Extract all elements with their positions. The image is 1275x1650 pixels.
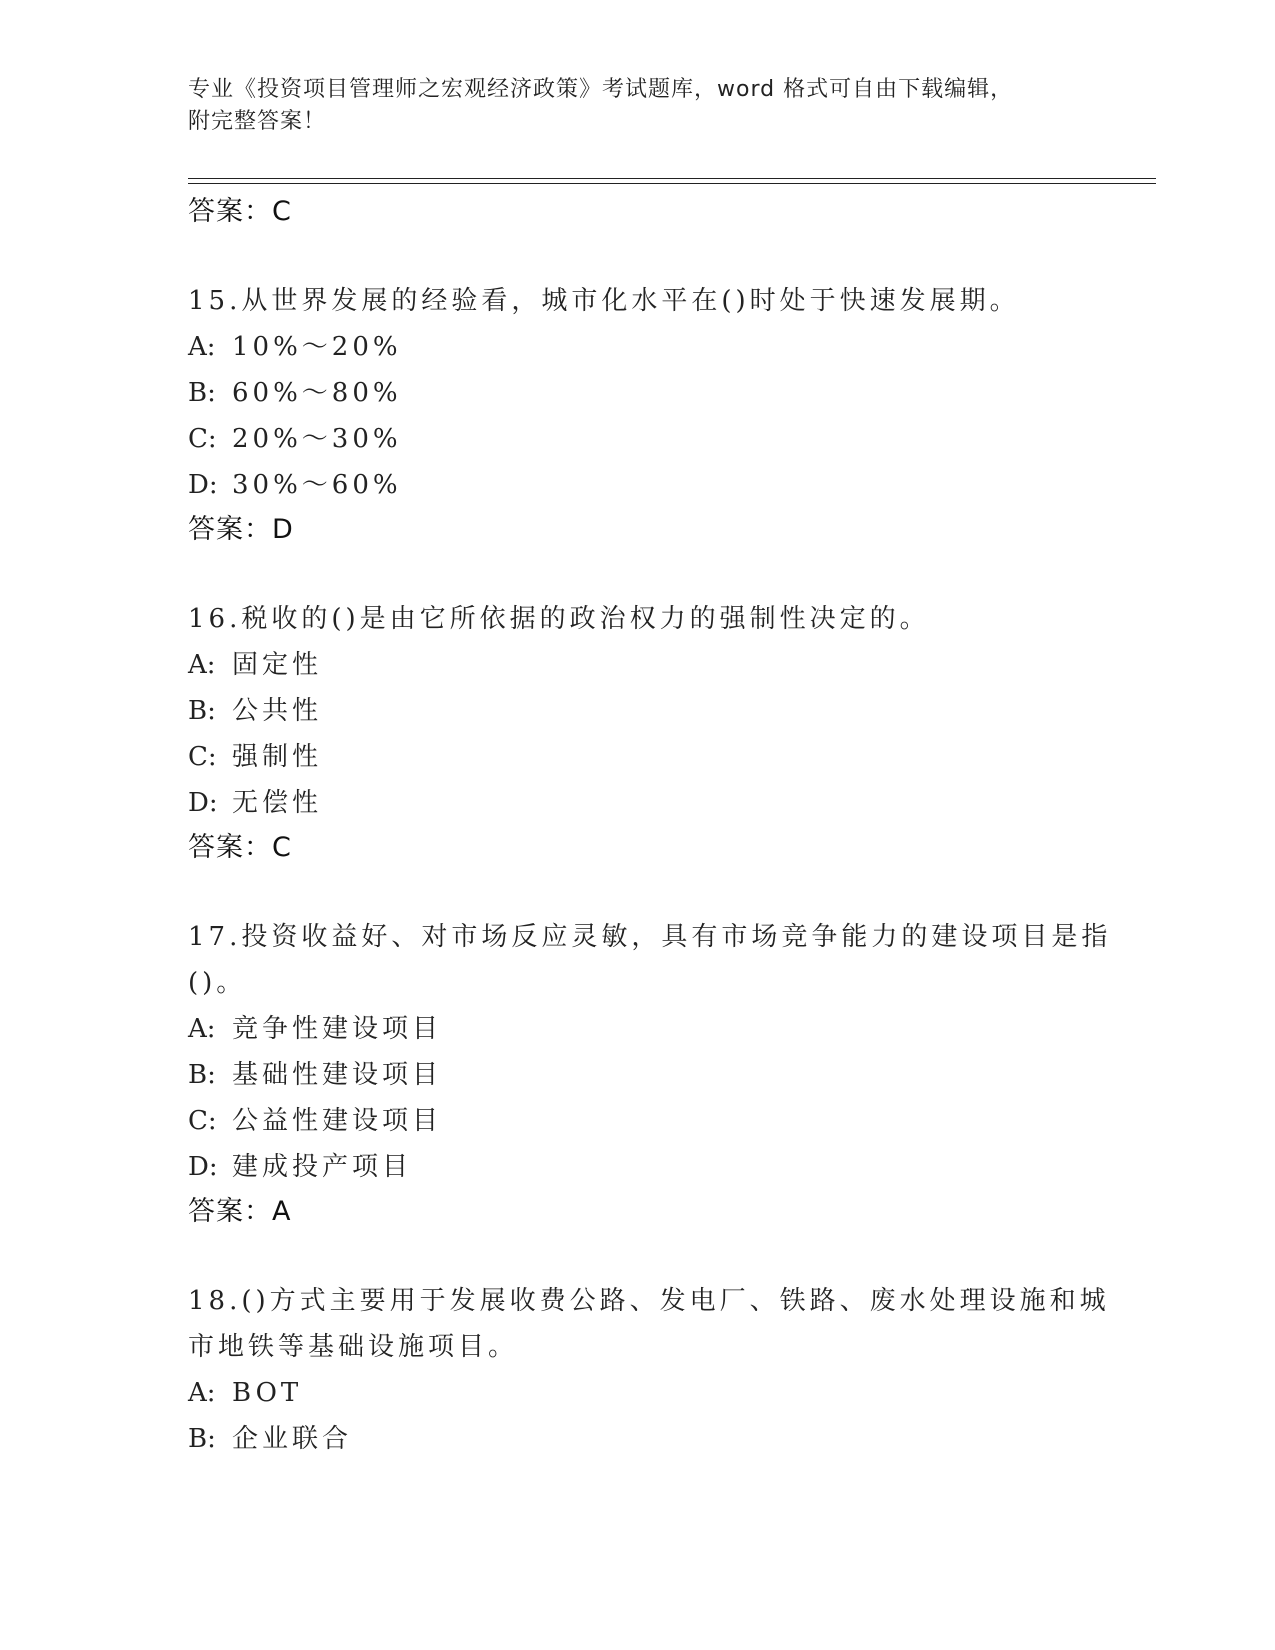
option-key: A: [188, 1378, 216, 1408]
header-line-2: 附完整答案！ [188, 109, 327, 134]
option-key: A: [188, 650, 216, 680]
question-line: 16.税收的()是由它所依据的政治权力的强制性决定的。 [188, 604, 930, 634]
question-text [188, 914, 1112, 1006]
option-key: D: [188, 470, 218, 500]
option-d [188, 780, 1088, 826]
option-key: B: [188, 378, 216, 408]
option-text: 无偿性 [232, 788, 323, 818]
question-block-14-tail [188, 190, 1088, 234]
question-block-18 [188, 1278, 1110, 1462]
option-key: A: [188, 1014, 216, 1044]
option-text: 建成投产项目 [232, 1152, 413, 1182]
question-text [188, 1278, 1110, 1370]
option-text: 企业联合 [232, 1424, 353, 1454]
option-c [188, 734, 1088, 780]
option-text: BOT [232, 1378, 303, 1408]
answer-line: 答案：A [188, 1196, 292, 1227]
option-text: 固定性 [232, 650, 323, 680]
question-block-17 [188, 914, 1112, 1234]
option-text: 基础性建设项目 [232, 1060, 443, 1090]
option-c [188, 1098, 1088, 1144]
option-key: B: [188, 1060, 216, 1090]
option-text: 20%～30% [232, 424, 402, 454]
option-d [188, 1144, 1088, 1190]
option-b [188, 1416, 1088, 1462]
option-key: C: [188, 424, 217, 454]
option-key: B: [188, 1424, 216, 1454]
answer-line: 答案：C [188, 832, 292, 863]
option-key: D: [188, 1152, 218, 1182]
option-b [188, 688, 1088, 734]
option-b [188, 1052, 1088, 1098]
option-key: D: [188, 788, 218, 818]
header-divider-top [188, 178, 1156, 179]
question-text [188, 596, 1068, 642]
option-c [188, 416, 1088, 462]
answer-line: 答案：C [188, 196, 292, 227]
question-text [188, 278, 1068, 324]
block-gap [188, 234, 1088, 278]
header-divider-bottom [188, 183, 1156, 184]
option-a [188, 1370, 1088, 1416]
question-line: 市地铁等基础设施项目。 [188, 1332, 519, 1362]
option-a [188, 324, 1088, 370]
option-text: 公益性建设项目 [232, 1106, 443, 1136]
question-line: 17.投资收益好、对市场反应灵敏，具有市场竞争能力的建设项目是指 [188, 922, 1112, 952]
option-key: B: [188, 696, 216, 726]
option-key: A: [188, 332, 216, 362]
option-key: C: [188, 1106, 217, 1136]
option-a [188, 642, 1088, 688]
option-text: 公共性 [232, 696, 323, 726]
answer-line: 答案：D [188, 514, 294, 545]
block-gap [188, 552, 1088, 596]
question-line: 15.从世界发展的经验看，城市化水平在()时处于快速发展期。 [188, 286, 1020, 316]
option-b [188, 370, 1088, 416]
option-d [188, 462, 1088, 508]
header-line-1: 专业《投资项目管理师之宏观经济政策》考试题库，word 格式可自由下载编辑， [188, 77, 1014, 102]
question-line: 18.()方式主要用于发展收费公路、发电厂、铁路、废水处理设施和城 [188, 1286, 1110, 1316]
option-text: 10%～20% [232, 332, 402, 362]
block-gap [188, 1234, 1088, 1278]
option-text: 60%～80% [232, 378, 402, 408]
question-block-15 [188, 278, 1088, 552]
option-text: 30%～60% [232, 470, 402, 500]
document-header [188, 74, 1088, 138]
question-line: ()。 [188, 968, 247, 998]
question-block-16 [188, 596, 1088, 870]
question-list [188, 190, 1112, 1462]
option-key: C: [188, 742, 217, 772]
option-a [188, 1006, 1088, 1052]
block-gap [188, 870, 1088, 914]
option-text: 强制性 [232, 742, 323, 772]
option-text: 竞争性建设项目 [232, 1014, 443, 1044]
